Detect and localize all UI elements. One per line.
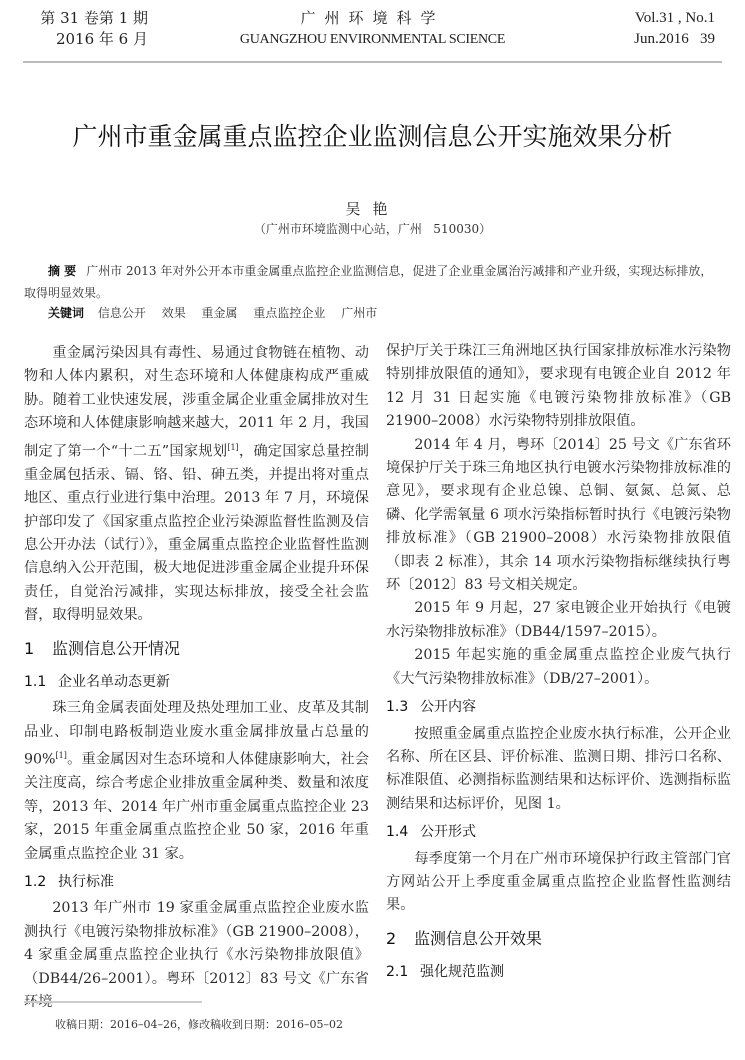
header-rule xyxy=(23,61,722,63)
subsection-heading xyxy=(24,871,369,894)
journal-name-en: GUANGZHOU ENVIRONMENTAL SCIENCE xyxy=(239,32,506,47)
abstract xyxy=(24,260,724,304)
paragraph: 按照重金属重点监控企业废水执行标准，公开企业名称、所在区县、评价标准、监测日期、排污口名称、标准限值、必测指标监测结果和达标评价、选测指标监测结果和达标评价，见图 1。 xyxy=(386,725,731,812)
date-page-en: Jun.2016 39 xyxy=(634,31,715,47)
intro-paragraph xyxy=(24,342,369,628)
volume-issue-cn: 第 31 卷第 1 期 xyxy=(40,9,148,27)
header-left xyxy=(40,8,148,50)
paragraph-text-cont: 。重金属因对生态环境和人体健康影响大，社会关注度高，综合考虑企业排放重金属种类、数量和浓度等，2013 年、2014 年广州市重金属重点监控企业 23 家，2015 年重金属重点监控企业 50 家，2016 年重金属重点监控企业 31 家。 xyxy=(24,751,369,862)
journal-name-cn: 广州环境科学 xyxy=(300,9,445,27)
subsection-title: 公开内容 xyxy=(420,699,476,716)
volume-issue-en: Vol.31 , No.1 xyxy=(634,10,715,26)
subsection-title: 强化规范监测 xyxy=(420,964,504,981)
subsection-heading xyxy=(386,961,731,984)
citation: [1] xyxy=(227,442,239,452)
keywords-label: 关键词 xyxy=(48,306,85,320)
affiliation: （广州市环境监测中心站，广州 510030） xyxy=(253,222,492,236)
intro-text-cont: ，确定国家总量控制重金属包括汞、镉、铬、铅、砷五类，并提出将对重点地区、重点行业进行集中治理。2013 年 7 月，环境保护部印发了《国家重点监控企业污染源监督性监测及信息公开办法（试行）》，重金属重点监控企业监督性监测信息纳入公开范围，极大地促进涉重金属企业提升环保责任，自觉治污减排，实现达标排放，接受全社会监督，取得明显效果。 xyxy=(24,443,369,624)
section-title: 监测信息公开情况 xyxy=(52,638,181,658)
section-title: 监测信息公开效果 xyxy=(414,928,543,948)
footnote: 收稿日期：2016–04–26，修改稿收到日期：2016–05–02 xyxy=(55,1018,343,1031)
left-column xyxy=(24,342,369,1014)
subsection-heading xyxy=(386,821,731,844)
paragraph: 2015 年 9 月起，27 家电镀企业开始执行《电镀水污染物排放标准》（DB44/1597–2015）。 xyxy=(386,600,731,640)
paragraph-text: 珠三角金属表面处理及热处理加工业、皮革及其制品业、印制电路板制造业废水重金属排放量占总量的 90% xyxy=(24,700,369,768)
paragraph: 2015 年起实施的重金属重点监控企业废气执行《大气污染物排放标准》（DB/27–2001）。 xyxy=(386,647,731,687)
subsection-number: 1.1 xyxy=(24,674,47,691)
right-column xyxy=(386,340,731,988)
subsection-number: 1.2 xyxy=(24,874,47,890)
subsection-number: 1.3 xyxy=(386,699,409,716)
paragraph xyxy=(24,697,369,866)
citation: [1] xyxy=(55,751,67,761)
keyword: 重点监控企业 xyxy=(253,306,326,320)
subsection-heading xyxy=(386,696,731,719)
subsection-heading xyxy=(24,671,369,694)
keyword: 效果 xyxy=(161,306,186,320)
abstract-text: 广州市 2013 年对外公开本市重金属重点监控企业监测信息，促进了企业重金属治污减排和产业升级，实现达标排放，取得明显效果。 xyxy=(24,264,713,300)
section-number: 1 xyxy=(24,638,35,658)
section-heading xyxy=(386,927,731,950)
paragraph: 每季度第一个月在广州市环境保护行政主管部门官方网站公开上季度重金属重点监控企业监督性监测结果。 xyxy=(386,850,731,914)
running-header xyxy=(0,8,745,60)
section-heading xyxy=(24,637,369,660)
subsection-title: 执行标准 xyxy=(58,874,114,890)
intro-text: 重金属污染因具有毒性、易通过食物链在植物、动物和人体内累积，对生态环境和人体健康构成严重威胁。随着工业快速发展，涉重金属企业重金属排放对生态环境和人体健康影响越来越大，2011 年 2 月，我国制定了第一个“十二五”国家规划 xyxy=(24,345,369,460)
paragraph: 2013 年广州市 19 家重金属重点监控企业废水监测执行《电镀污染物排放标准》（GB 21900–2008），4 家重金属重点监控企业执行《水污染物排放限值》（DB44/26–2001）。粤环〔2012〕83 号文《广东省 xyxy=(24,900,369,987)
article-title: 广州市重金属重点监控企业监测信息公开实施效果分析 xyxy=(72,122,673,151)
paragraph: 2014 年 4 月，粤环〔2014〕25 号文《广东省环境保护厅关于珠三角地区执行电镀水污染物排放标准的意见》，要求现有企业总镍、总铜、氨氮、总氮、总磷、化学需氧量 6 项水污染指标暂时执行《电镀污染物排放标准》（GB 21900–2008）水污染物排放限值（即表 2 标准），其余 14 项水污染物指标继续执行粤环〔2012〕83 号文相关规定。 xyxy=(386,436,731,594)
abstract-label: 摘 要 xyxy=(48,264,77,278)
keyword: 信息公开 xyxy=(97,306,146,320)
date-cn: 2016 年 6 月 xyxy=(55,30,148,48)
keyword: 重金属 xyxy=(201,306,238,320)
subsection-number: 2.1 xyxy=(386,964,409,981)
author: 吴艳 xyxy=(345,200,400,218)
section-number: 2 xyxy=(386,928,397,948)
keyword: 广州市 xyxy=(341,306,378,320)
header-right xyxy=(634,8,715,50)
subsection-number: 1.4 xyxy=(386,824,409,841)
header-center xyxy=(200,8,545,50)
footnote-rule xyxy=(24,1001,202,1003)
subsection-title: 企业名单动态更新 xyxy=(58,674,170,691)
paragraph: 保护厅关于珠江三角洲地区执行国家排放标准水污染物特别排放限值的通知》，要求现有电镀企业自 2012 年 12 月 31 日起实施《电镀污染物排放标准》（GB 21900–2008）水污染物特别排放限值。 xyxy=(386,343,731,430)
subsection-title: 公开形式 xyxy=(420,824,476,841)
keywords xyxy=(48,304,389,321)
